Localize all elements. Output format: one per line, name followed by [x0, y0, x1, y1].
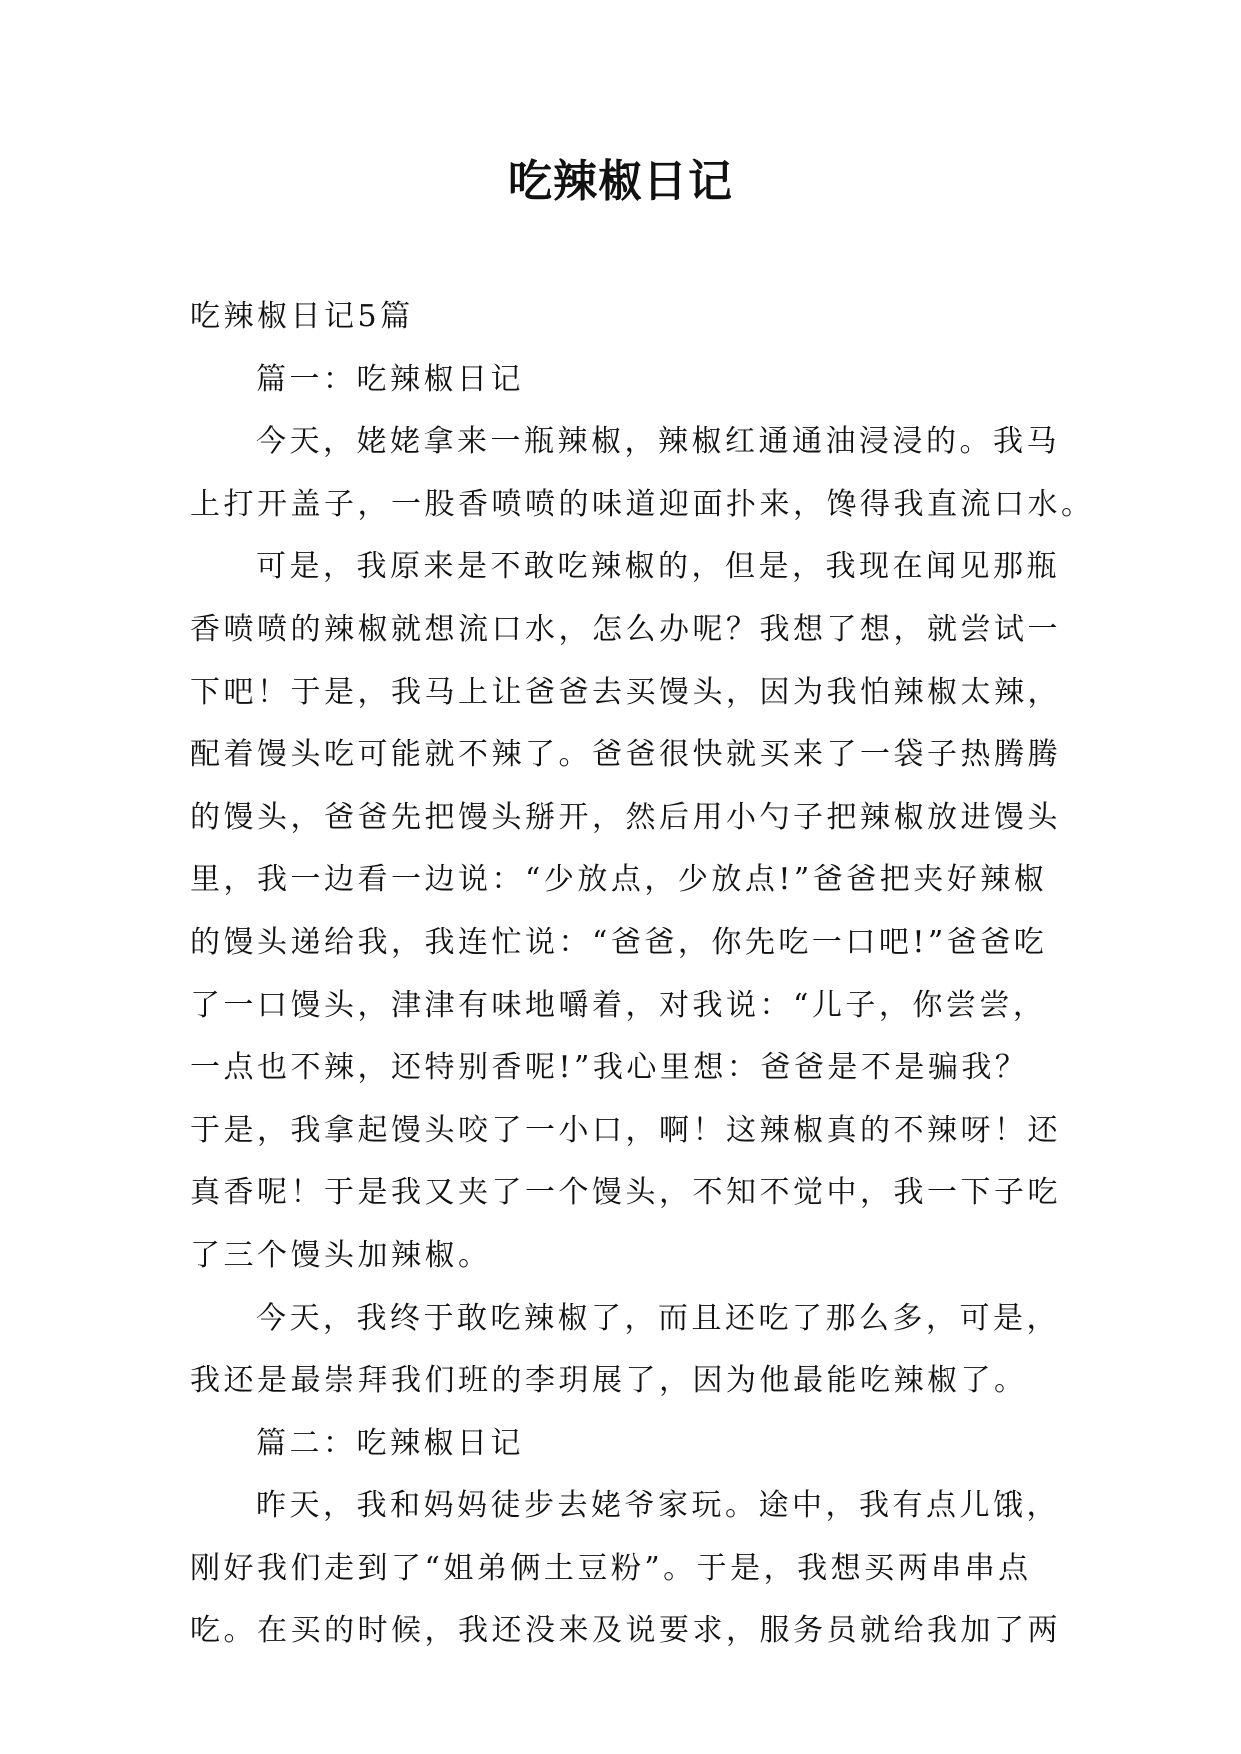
paragraph-line: 今天，我终于敢吃辣椒了，而且还吃了那么多，可是， [256, 1300, 1060, 1336]
paragraph-line: 真香呢！于是我又夹了一个馒头，不知不觉中，我一下子吃 [190, 1175, 1061, 1211]
paragraph-line: 一点也不辣，还特别香呢!”我心里想：爸爸是不是骗我？ [190, 1050, 1029, 1086]
document-body [190, 286, 1095, 1663]
paragraph-line: 下吧！于是，我马上让爸爸去买馒头，因为我怕辣椒太辣， [190, 674, 1061, 710]
paragraph-line: 昨天，我和妈妈徒步去姥爷家玩。途中，我有点儿饿， [256, 1488, 1060, 1524]
paragraph-line: 可是，我原来是不敢吃辣椒的，但是，我现在闻见那瓶 [256, 549, 1060, 585]
document-title: 吃辣椒日记 [508, 156, 733, 207]
paragraph-line: 的馒头递给我，我连忙说：“爸爸，你先吃一口吧!”爸爸吃 [190, 924, 1048, 960]
paragraph-line: 的馒头，爸爸先把馒头掰开，然后用小勺子把辣椒放进馒头 [190, 799, 1061, 835]
section-heading: 篇二：吃辣椒日记 [256, 1425, 524, 1461]
paragraph-line: 配着馒头吃可能就不辣了。爸爸很快就买来了一袋子热腾腾 [190, 737, 1061, 773]
paragraph-line: 里，我一边看一边说：“少放点，少放点!”爸爸把夹好辣椒 [190, 862, 1048, 898]
paragraph-line: 了一口馒头，津津有味地嚼着，对我说：“儿子，你尝尝， [190, 987, 1047, 1023]
section-heading: 篇一：吃辣椒日记 [256, 361, 524, 397]
subtitle-line: 吃辣椒日记5篇 [190, 299, 414, 334]
paragraph-line: 于是，我拿起馒头咬了一小口，啊！这辣椒真的不辣呀！还 [190, 1112, 1061, 1148]
paragraph-line: 了三个馒头加辣椒。 [190, 1237, 492, 1273]
paragraph-line: 上打开盖子，一股香喷喷的味道迎面扑来，馋得我直流口水。 [190, 486, 1095, 522]
paragraph-line: 吃。在买的时候，我还没来及说要求，服务员就给我加了两 [190, 1613, 1061, 1649]
paragraph-line: 今天，姥姥拿来一瓶辣椒，辣椒红通通油浸浸的。我马 [256, 424, 1060, 460]
paragraph-line: 刚好我们走到了“姐弟俩土豆粉”。于是，我想买两串串点 [190, 1550, 1032, 1586]
paragraph-line: 我还是最崇拜我们班的李玥展了，因为他最能吃辣椒了。 [190, 1363, 1028, 1399]
paragraph-line: 香喷喷的辣椒就想流口水，怎么办呢？我想了想，就尝试一 [190, 611, 1061, 647]
